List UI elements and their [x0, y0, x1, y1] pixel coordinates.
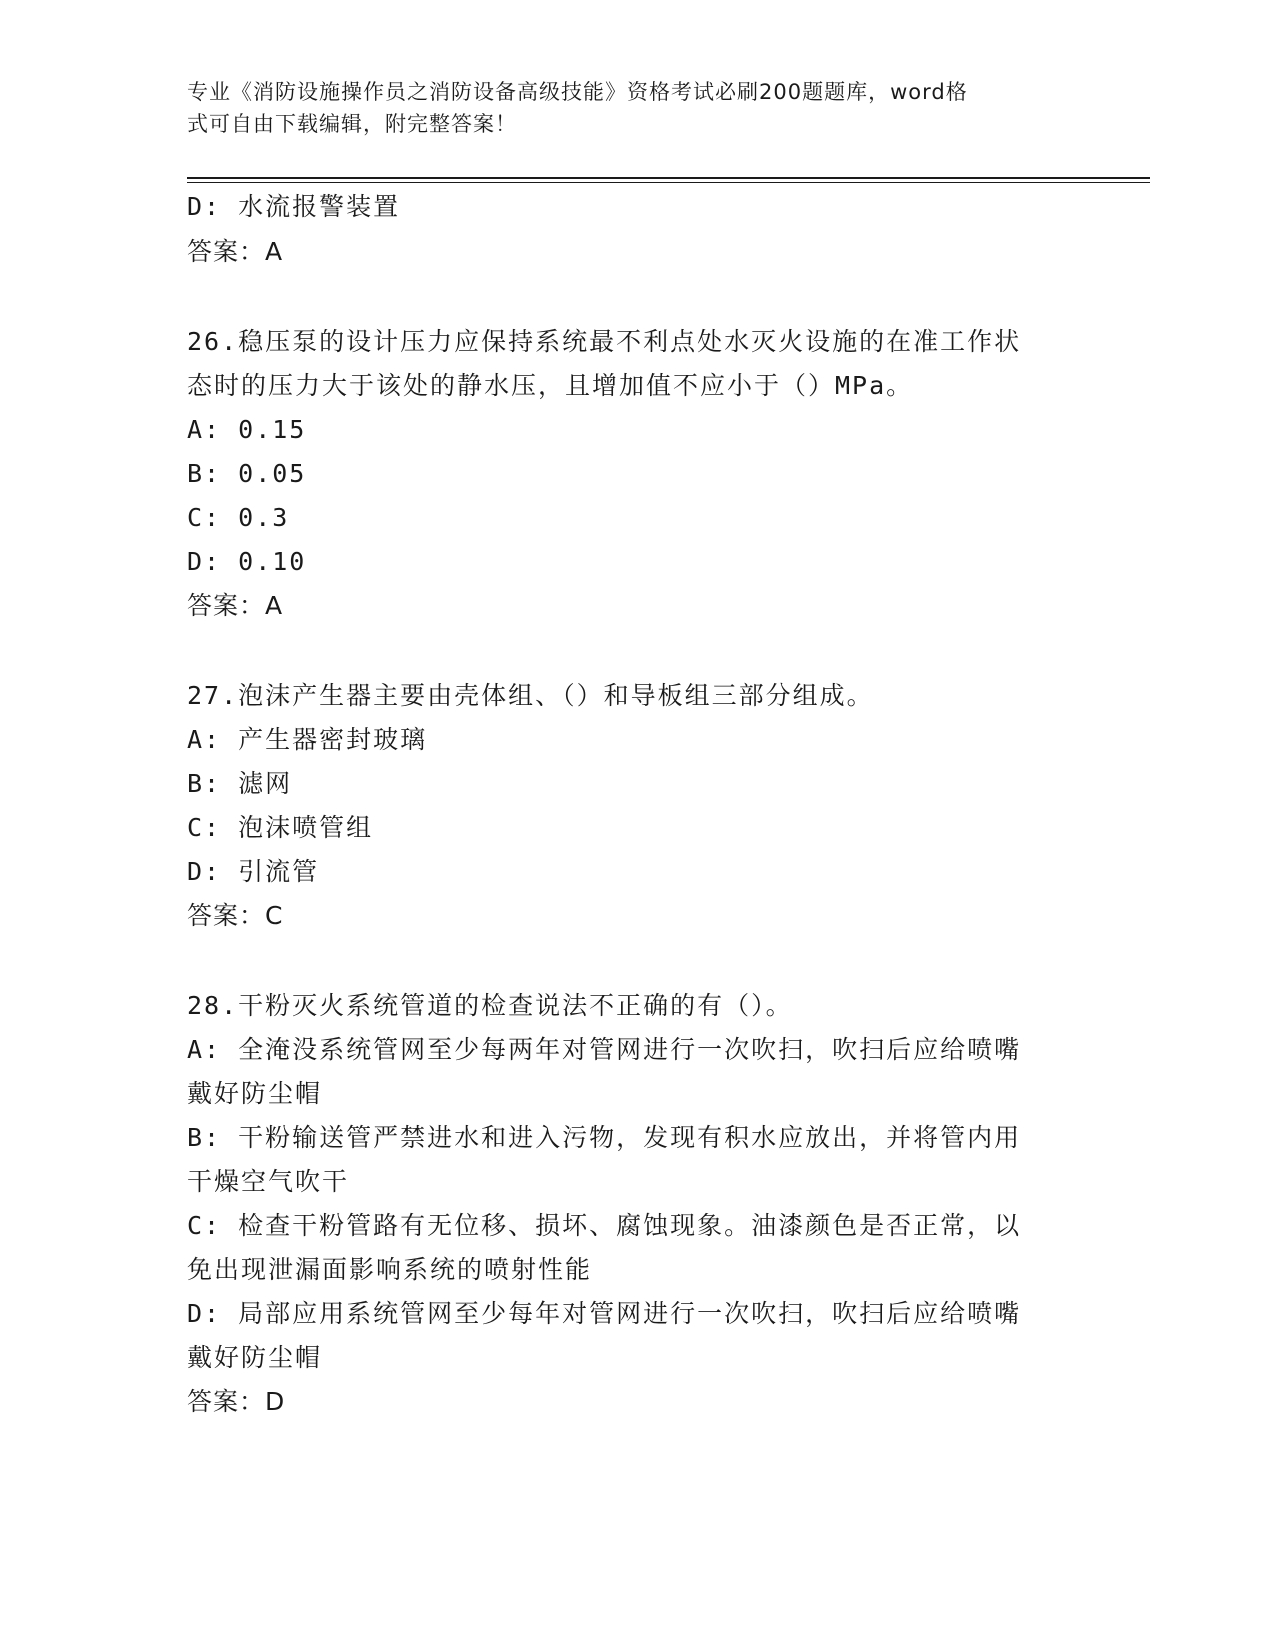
answer-q28: 答案：D	[187, 1387, 286, 1416]
header-line-1: 专业《消防设施操作员之消防设备高级技能》资格考试必刷200题题库，word格	[187, 80, 968, 104]
answer-q26: 答案：A	[187, 591, 284, 620]
header-line-2: 式可自由下载编辑，附完整答案！	[187, 112, 517, 136]
question-28: 28.干粉灭火系统管道的检查说法不正确的有（）。	[187, 991, 793, 1020]
option-c-q27: C: 泡沫喷管组	[187, 813, 374, 842]
option-d-q25: D: 水流报警装置	[187, 192, 401, 221]
option-c-q26: C: 0.3	[187, 503, 290, 532]
option-d-q26: D: 0.10	[187, 547, 307, 576]
option-d-q28-line-1: D: 局部应用系统管网至少每年对管网进行一次吹扫，吹扫后应给喷嘴	[187, 1299, 1022, 1328]
option-d-q27: D: 引流管	[187, 857, 320, 886]
option-b-q27: B: 滤网	[187, 769, 293, 798]
header-divider-thick	[187, 177, 1150, 179]
question-27: 27.泡沫产生器主要由壳体组、（）和导板组三部分组成。	[187, 681, 874, 710]
option-a-q26: A: 0.15	[187, 415, 307, 444]
option-c-q28-line-1: C: 检查干粉管路有无位移、损坏、腐蚀现象。油漆颜色是否正常，以	[187, 1211, 1022, 1240]
option-d-q28-line-2: 戴好防尘帽	[187, 1343, 323, 1372]
option-a-q28-line-2: 戴好防尘帽	[187, 1079, 323, 1108]
option-b-q28-line-2: 干燥空气吹干	[187, 1167, 350, 1196]
header-divider-thin	[187, 182, 1150, 183]
question-26-line-1: 26.稳压泵的设计压力应保持系统最不利点处水灭火设施的在准工作状	[187, 327, 1022, 356]
option-b-q26: B: 0.05	[187, 459, 307, 488]
option-b-q28-line-1: B: 干粉输送管严禁进水和进入污物，发现有积水应放出，并将管内用	[187, 1123, 1022, 1152]
option-a-q27: A: 产生器密封玻璃	[187, 725, 428, 754]
question-26-line-2: 态时的压力大于该处的静水压，且增加值不应小于（）MPa。	[187, 371, 914, 400]
option-c-q28-line-2: 免出现泄漏面影响系统的喷射性能	[187, 1255, 593, 1284]
answer-q25: 答案：A	[187, 237, 284, 266]
answer-q27: 答案：C	[187, 901, 284, 930]
option-a-q28-line-1: A: 全淹没系统管网至少每两年对管网进行一次吹扫，吹扫后应给喷嘴	[187, 1035, 1022, 1064]
document-header	[187, 76, 1067, 140]
